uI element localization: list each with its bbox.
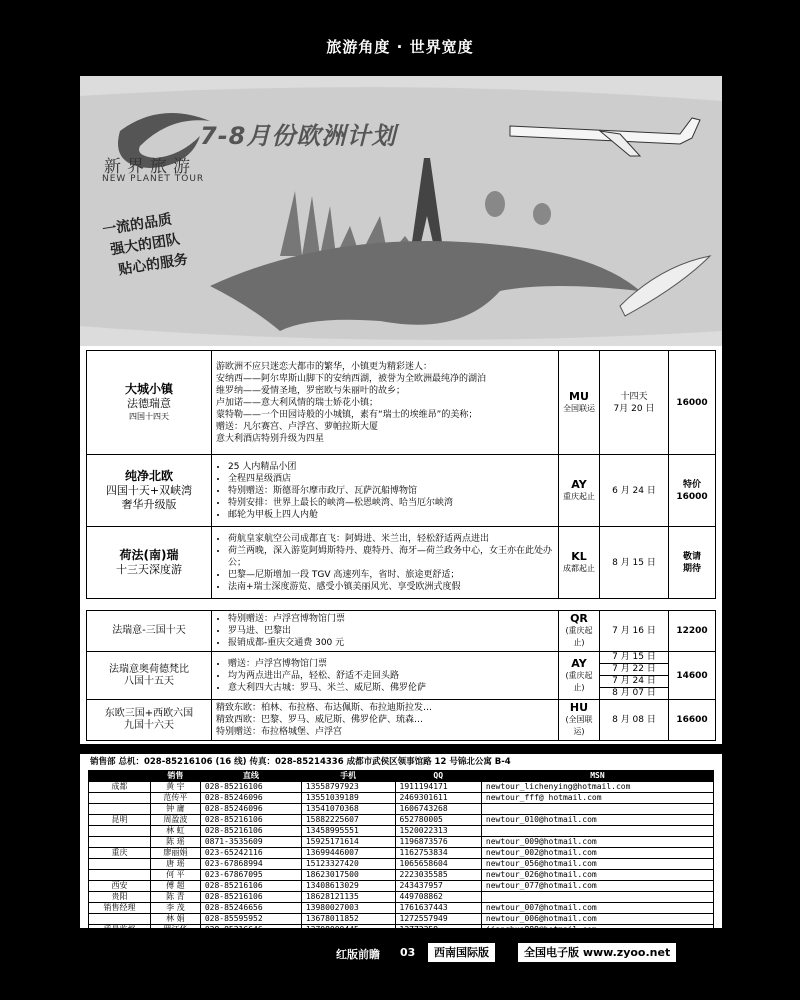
contact-msn: jianghua889@hotmail.com — [481, 925, 713, 936]
contact-mobile: 18623017500 — [301, 870, 395, 881]
contact-name: 钟 庸 — [150, 804, 200, 815]
contact-city — [89, 859, 151, 870]
contact-tel: 028-85216646 — [200, 925, 301, 936]
tour-table-bottom — [86, 610, 716, 741]
tour-duration: 奢华升级版 — [121, 498, 177, 511]
tour-row — [87, 611, 716, 652]
brand-name-cn: 新界旅游 — [104, 157, 196, 177]
contact-mobile: 13708000445 — [301, 925, 395, 936]
contact-qq: 1065658604 — [395, 859, 481, 870]
airline: QR (重庆起止) — [559, 611, 600, 652]
tour-name: 法瑞意奥荷德梵比 八国十五天 — [87, 652, 212, 700]
tour-name: 大城小镇 — [124, 382, 173, 396]
contact-name: 林 娟 — [150, 914, 200, 925]
contact-msn: newtour_002@hotmail.com — [481, 848, 713, 859]
tour-countries: 四国十天+双峡湾 — [105, 484, 193, 497]
contact-msn: newtour_026@hotmail.com — [481, 870, 713, 881]
contact-city: 昆明 — [89, 815, 151, 826]
tour-description: 精致东欧：柏林、布拉格、布达佩斯、布拉迪斯拉发… 精致西欧：巴黎、罗马、威尼斯、佛罗伦萨、琉森… 特别赠送：布拉格城堡、卢浮宫 — [212, 700, 559, 741]
departure-date: 7 月 16 日 — [600, 611, 669, 652]
price: 12200 — [669, 611, 716, 652]
contact-row — [89, 804, 714, 815]
contact-mobile: 13408613029 — [301, 881, 395, 892]
sales-header: 销售部 总机：028-85216106 (16 线) 传真：028-85214336 成都市武侯区领事馆路 12 号锦北公寓 B-4 — [90, 757, 511, 767]
advert-sheet — [80, 76, 722, 744]
page-number: 03 — [400, 946, 416, 959]
tour-name: 纯净北欧 — [124, 469, 173, 483]
contact-name: 罗江华 — [150, 925, 200, 936]
tour-table-top — [86, 350, 716, 599]
contact-row — [89, 903, 714, 914]
contact-msn: newtour_006@hotmail.com — [481, 914, 713, 925]
tour-countries: 法德瑞意 — [127, 397, 171, 410]
tour-name: 法瑞意-三国十天 — [87, 611, 212, 652]
contact-tel: 028-85216106 — [200, 815, 301, 826]
contact-qq: 1272557949 — [395, 914, 481, 925]
contact-row — [89, 782, 714, 793]
contact-row — [89, 892, 714, 903]
contacts-table — [88, 770, 714, 936]
airline: AY 重庆起止 — [559, 455, 600, 527]
contact-tel: 023-65242116 — [200, 848, 301, 859]
contact-row — [89, 859, 714, 870]
contact-city: 成都 — [89, 782, 151, 793]
contact-name: 何 平 — [150, 870, 200, 881]
contact-city: 质量监督 — [89, 925, 151, 936]
contact-name: 唐 瑶 — [150, 859, 200, 870]
contact-tel: 023-67867095 — [200, 870, 301, 881]
contact-tel: 028-85216106 — [200, 782, 301, 793]
contact-mobile: 15882225607 — [301, 815, 395, 826]
web-edition-link[interactable]: 全国电子版 www.zyoo.net — [518, 943, 676, 962]
price: 敬请 期待 — [669, 527, 716, 599]
contact-city — [89, 914, 151, 925]
contact-tel: 028-85216106 — [200, 881, 301, 892]
tour-row — [87, 652, 716, 700]
campaign-title: 7-8月份欧洲计划 — [200, 122, 397, 150]
slogan-2: 强大的团队 — [109, 231, 181, 259]
contact-msn: newtour_056@hotmail.com — [481, 859, 713, 870]
contact-qq: 1761637443 — [395, 903, 481, 914]
contact-mobile: 13699446007 — [301, 848, 395, 859]
contact-msn: newtour_009@hotmail.com — [481, 837, 713, 848]
price: 16600 — [669, 700, 716, 741]
contact-qq: 652780005 — [395, 815, 481, 826]
contact-tel: 023-67868994 — [200, 859, 301, 870]
tour-row — [87, 351, 716, 455]
contact-msn — [481, 804, 713, 815]
contact-qq: 1606743268 — [395, 804, 481, 815]
departure-dates: 7 月 15 日 7 月 22 日 7 月 24 日 8 月 07 日 — [600, 652, 669, 700]
contact-mobile: 13541070368 — [301, 804, 395, 815]
contact-name: 林 虹 — [150, 826, 200, 837]
contact-mobile: 13558797923 — [301, 782, 395, 793]
contact-qq: 1911194171 — [395, 782, 481, 793]
contact-name: 陈 瑶 — [150, 837, 200, 848]
contact-row — [89, 914, 714, 925]
contact-qq: 1520022313 — [395, 826, 481, 837]
departure-date: 6 月 24 日 — [600, 455, 669, 527]
contact-qq: 243437957 — [395, 881, 481, 892]
contact-name: 李 茂 — [150, 903, 200, 914]
contact-msn — [481, 826, 713, 837]
contact-name: 范传平 — [150, 793, 200, 804]
contact-row — [89, 881, 714, 892]
contact-mobile: 13458995551 — [301, 826, 395, 837]
contact-mobile: 15925171614 — [301, 837, 395, 848]
tour-description: 游欧洲不应只迷恋大都市的繁华，小镇更为精彩迷人： 安纳西——阿尔卑斯山脚下的安纳西湖，被誉为全欧洲最纯净的湖泊 维罗纳——爱情圣地，罗密欧与朱丽叶的故乡； 卢加诺——意大利风情的瑞士娇花小镇； 蒙特勒——一个田园诗般的小城镇，素有“瑞士的埃维昂”的美称； 赠送：凡尔赛宫、卢浮宫、萝帕拉斯大厦 意大利酒店特别升级为四星 — [212, 351, 559, 455]
edition-label: 西南国际版 — [428, 943, 495, 962]
contact-city — [89, 826, 151, 837]
contact-row — [89, 837, 714, 848]
contact-name: 黄 宇 — [150, 782, 200, 793]
contact-msn: newtour_fff@ hotmail.com — [481, 793, 713, 804]
contact-row — [89, 826, 714, 837]
slogan-1: 一流的品质 — [101, 211, 173, 239]
contact-name: 陈 青 — [150, 892, 200, 903]
contact-tel: 028-85246096 — [200, 804, 301, 815]
contact-qq: 1196873576 — [395, 837, 481, 848]
contact-qq: 12772359 — [395, 925, 481, 936]
airline: HU (全国联运) — [559, 700, 600, 741]
contact-mobile: 15123327420 — [301, 859, 395, 870]
price: 14600 — [669, 652, 716, 700]
brand-name-en: NEW PLANET TOUR — [102, 174, 205, 184]
contact-city — [89, 870, 151, 881]
contacts-panel — [80, 754, 722, 934]
tour-description: • 特别赠送：卢浮宫博物馆门票 • 罗马进、巴黎出 • 报销成都-重庆交通费 300 元 — [212, 611, 559, 652]
tour-duration: 十三天深度游 — [116, 563, 182, 576]
contact-name: 周盈波 — [150, 815, 200, 826]
contact-tel: 028-85216106 — [200, 892, 301, 903]
balloon-icon — [485, 191, 505, 217]
tour-description: • 荷航皇家航空公司成都直飞：阿姆进、米兰出，轻松舒适两点进出 • 荷兰两晚，深入游览阿姆斯特丹、鹿特丹、海牙—荷兰政务中心，女王亦在此处办公； • 巴黎—尼斯增加一段 TGV 高速列车，省时、旅途更舒适； • 法南+瑞士深度游览、感受小镇美丽风光、享受欧洲式度假 — [212, 527, 559, 599]
tour-description: • 25 人内精品小团 • 全程四星级酒店 • 特别赠送：斯德哥尔摩市政厅、瓦萨沉船博物馆 • 特别安排：世界上最长的峡湾—松恩峡湾、哈当厄尔峡湾 • 邮轮为甲板上四人内舱 — [212, 455, 559, 527]
departure-date: 十四天 7月 20 日 — [600, 351, 669, 455]
departure-date: 8 月 15 日 — [600, 527, 669, 599]
contact-row — [89, 815, 714, 826]
contact-city: 重庆 — [89, 848, 151, 859]
contact-tel: 028-85595952 — [200, 914, 301, 925]
col-msn: MSN — [481, 771, 713, 782]
contact-msn: newtour_010@hotmail.com — [481, 815, 713, 826]
footer — [0, 942, 800, 962]
contact-mobile: 18628121135 — [301, 892, 395, 903]
contact-city — [89, 793, 151, 804]
banner — [80, 76, 722, 346]
price: 16000 — [669, 351, 716, 455]
tour-row — [87, 455, 716, 527]
contact-name: 廖丽娟 — [150, 848, 200, 859]
contact-row — [89, 870, 714, 881]
tour-row — [87, 700, 716, 741]
contact-city — [89, 837, 151, 848]
contact-msn: newtour_007@hotmail.com — [481, 903, 713, 914]
contact-city: 贵阳 — [89, 892, 151, 903]
contact-msn: newtour_077@hotmail.com — [481, 881, 713, 892]
tour-duration: 四国十四天 — [129, 412, 169, 421]
contact-row — [89, 848, 714, 859]
banner-illustration — [80, 76, 722, 346]
contact-row — [89, 925, 714, 936]
contact-msn: newtour_lichenying@hotmail.com — [481, 782, 713, 793]
airline: MU 全国联运 — [559, 351, 600, 455]
contact-qq: 449708862 — [395, 892, 481, 903]
col-sales: 销售 — [150, 771, 200, 782]
contact-qq: 2469301611 — [395, 793, 481, 804]
slogan-3: 贴心的服务 — [117, 251, 189, 279]
tour-description: • 赠送：卢浮宫博物馆门票 • 均为两点进出产品，轻松、舒适不走回头路 • 意大利四大古城：罗马、米兰、威尼斯、佛罗伦萨 — [212, 652, 559, 700]
tour-name: 荷法(南)瑞 — [119, 548, 179, 562]
contact-city — [89, 804, 151, 815]
contact-qq: 2223035585 — [395, 870, 481, 881]
contact-qq: 1162753834 — [395, 848, 481, 859]
contact-mobile: 13980027003 — [301, 903, 395, 914]
contact-mobile: 13551039189 — [301, 793, 395, 804]
tour-name: 东欧三国+西欧六国 九国十六天 — [87, 700, 212, 741]
contact-tel: 028-85246656 — [200, 903, 301, 914]
airline: KL 成都起止 — [559, 527, 600, 599]
departure-date: 8 月 08 日 — [600, 700, 669, 741]
footer-section: 红版前瞻 — [336, 948, 380, 961]
col-qq: QQ — [395, 771, 481, 782]
contact-tel: 028-85216106 — [200, 826, 301, 837]
contact-name: 傅 超 — [150, 881, 200, 892]
contacts-body — [89, 782, 714, 936]
airline: AY (重庆起止) — [559, 652, 600, 700]
col-mobile: 手机 — [301, 771, 395, 782]
price: 特价 16000 — [669, 455, 716, 527]
masthead: 旅游角度 · 世界宽度 — [326, 38, 474, 56]
contact-tel: 028-85246096 — [200, 793, 301, 804]
contact-tel: 0871-3535609 — [200, 837, 301, 848]
contact-row — [89, 793, 714, 804]
contact-city: 销售经理 — [89, 903, 151, 914]
contact-city: 西安 — [89, 881, 151, 892]
tour-row — [87, 527, 716, 599]
contacts-header-row — [89, 771, 714, 782]
contact-mobile: 13678011852 — [301, 914, 395, 925]
col-tel: 直线 — [200, 771, 301, 782]
contact-msn — [481, 892, 713, 903]
